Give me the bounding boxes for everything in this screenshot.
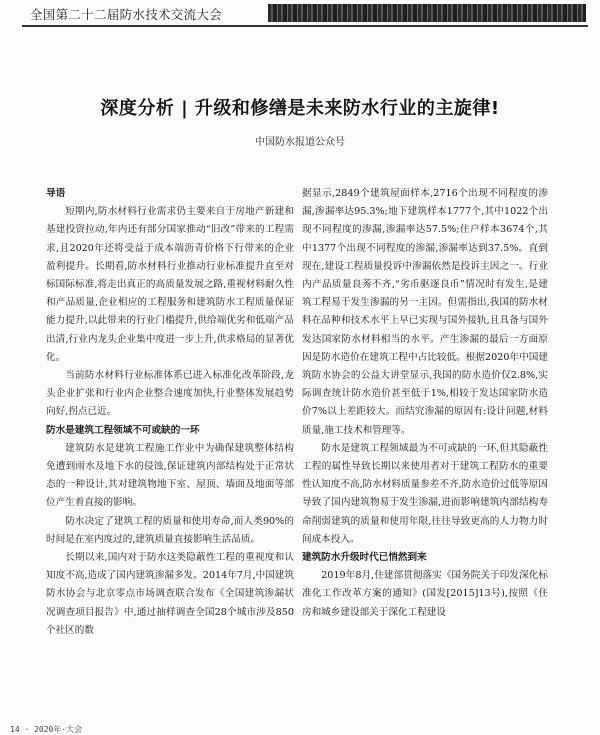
article-title: 深度分析 | 升级和修缮是未来防水行业的主旋律! <box>100 98 500 119</box>
paragraph: 短期内,防水材料行业需求仍主要来自于房地产新建和基建投资拉动,年内还有部分国家推动“旧改”带来的工程需求,且2020年还将受益于成本端沥青价格下行带来的企业盈利提升。长期看,防水材料行业推动行业标准提升直至对标国际标准,将走出真正的高质量发展之路,重视材料耐久性和产品质量,企业相应的工程服务和建筑防水工程质量保证能力提升,以此带来的行业门槛提升,供给端优劣和低端产品出清,行业内龙头企业集中度进一步上升,供求格局的显著优化。 <box>46 206 294 363</box>
intro-heading: 导语 <box>46 188 66 199</box>
section-heading: 防水是建筑工程领域不可或缺的一环 <box>46 424 200 436</box>
paragraph: 建筑防水是建筑工程施工作业中为确保建筑整体结构免遭到雨水及地下水的侵蚀,保证建筑内部结构处于正常状态的一种设计,其对建筑物地下室、屋顶、墙面及地面等部位产生着直接的影响。 <box>46 442 294 509</box>
left-column <box>46 185 294 640</box>
right-column <box>302 185 548 622</box>
running-header <box>0 0 600 30</box>
paragraph: 防水决定了建筑工程的质量和使用寿命,而人类90%的时间是在室内度过的,建筑质量直接影响生活品质。 <box>46 515 294 545</box>
conference-title: 全国第二十二届防水技术交流大会 <box>30 7 223 22</box>
header-rule <box>22 25 588 27</box>
paragraph: 防水是建筑工程领域最为不可或缺的一环,但其隐蔽性工程的属性导致长期以来使用者对于建筑工程防水的重要性认知度不高,防水材料质量参差不齐,防水造价过低等原因导致了国内建筑物易于发生渗漏,进而影响建筑内部结构寿命削弱建筑的质量和使用年限,往往导致更高的人力物力时间成本投入。 <box>302 442 548 545</box>
section-heading: 建筑防水升级时代已悄然到来 <box>302 552 427 564</box>
page-footer: 14 · 2020年·大会 <box>10 725 83 734</box>
paragraph: 据显示,2849个建筑屋面样本,2716个出现不同程度的渗漏,渗漏率达95.3%;地下建筑样本1777个,其中1022个出现不同程度的渗漏,渗漏率达57.5%;住户样本3674个,其中1377个出现不同程度的渗漏,渗漏率达到37.5%。直到现在,建设工程质量投诉中渗漏依然是投诉主因之一。行业内产品质量良莠不齐,“劣币驱逐良币”情况时有发生,是建筑工程易于发生渗漏的另一主因。但需指出,我国的防水材料在品种和技术水平上早已实现与国外接轨,且具备与国外发达国家防水材料相当的水平。产生渗漏的最后一方面原因是防水造价在建筑工程中占比较低。根据2020年中国建筑防水协会的公益大讲堂显示,我国的防水造价仅2.8%,实际调查统计防水造价甚至低于1%,相较于发达国家防水造价7%以上差距较大。而结究渗漏的原因有:设计问题,材料质量,施工技术和管理等。 <box>302 188 548 436</box>
paragraph: 2019年8月,住建部贯彻落实《国务院关于印发深化标准化工作改革方案的通知》(国发[2015]13号),按照《住房和城乡建设部关于深化工程建设 <box>302 570 548 618</box>
paragraph: 长期以来,国内对于防水这类隐蔽性工程的重视度和认知度不高,造成了国内建筑渗漏多发。2014年7月,中国建筑防水协会与北京零点市场调查联合发布《全国建筑渗漏状况调查项目报告》中,通过抽样调查全国28个城市涉及850个社区的数 <box>46 552 294 636</box>
header-decoration <box>268 4 586 22</box>
article-byline: 中国防水报道公众号 <box>255 137 345 148</box>
paragraph: 当前防水材料行业标准体系已进入标准化改革阶段,龙头企业扩张和行业内企业整合速度加快,行业整体发展趋势向好,拐点已近。 <box>46 370 294 418</box>
